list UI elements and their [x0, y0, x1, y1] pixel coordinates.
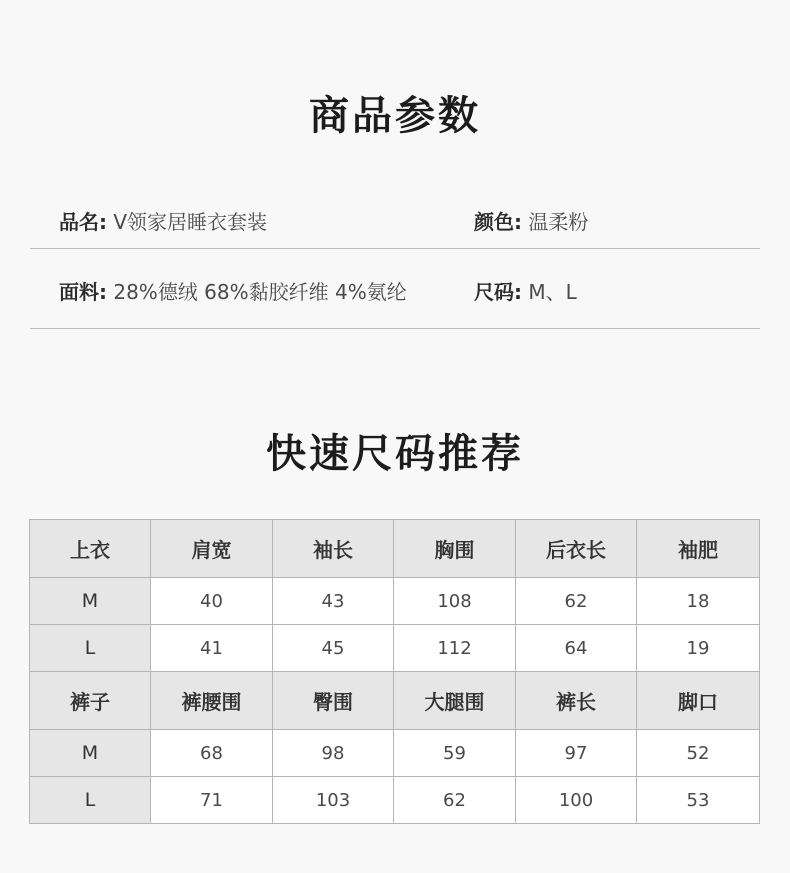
param-key: 尺码:	[474, 280, 522, 304]
header-cell: 袖长	[273, 520, 394, 578]
param-row	[30, 196, 760, 249]
param-row	[30, 266, 760, 329]
table-cell: 52	[637, 730, 760, 777]
table-cell: 41	[151, 625, 273, 672]
size-label-cell: M	[30, 730, 151, 777]
tops-header-row	[30, 520, 760, 578]
header-cell: 裤长	[516, 672, 637, 730]
param-product-name	[59, 206, 267, 235]
table-cell: 98	[273, 730, 394, 777]
table-cell: 62	[516, 578, 637, 625]
table-row	[30, 730, 760, 777]
table-cell: 53	[637, 777, 760, 824]
param-color	[474, 206, 588, 235]
table-row	[30, 578, 760, 625]
pants-header-row	[30, 672, 760, 730]
header-cell: 大腿围	[394, 672, 516, 730]
header-cell: 裤子	[30, 672, 151, 730]
param-key: 面料:	[59, 280, 107, 304]
header-cell: 肩宽	[151, 520, 273, 578]
param-value: M、L	[528, 280, 577, 304]
table-cell: 18	[637, 578, 760, 625]
table-cell: 103	[273, 777, 394, 824]
param-size	[474, 276, 577, 305]
table-cell: 43	[273, 578, 394, 625]
product-params-title: 商品参数	[309, 92, 481, 139]
table-cell: 68	[151, 730, 273, 777]
table-row	[30, 625, 760, 672]
table-cell: 62	[394, 777, 516, 824]
size-table	[29, 519, 760, 824]
table-cell: 40	[151, 578, 273, 625]
param-value: 温柔粉	[528, 210, 589, 234]
table-cell: 19	[637, 625, 760, 672]
table-cell: 45	[273, 625, 394, 672]
header-cell: 脚口	[637, 672, 760, 730]
table-cell: 97	[516, 730, 637, 777]
size-recommend-title: 快速尺码推荐	[266, 430, 524, 477]
table-cell: 59	[394, 730, 516, 777]
param-key: 品名:	[59, 210, 107, 234]
header-cell: 后衣长	[516, 520, 637, 578]
param-value: V领家居睡衣套装	[113, 210, 268, 234]
header-cell: 上衣	[30, 520, 151, 578]
table-cell: 108	[394, 578, 516, 625]
header-cell: 臀围	[273, 672, 394, 730]
table-cell: 64	[516, 625, 637, 672]
size-label-cell: M	[30, 578, 151, 625]
param-fabric	[59, 276, 407, 305]
size-label-cell: L	[30, 777, 151, 824]
header-cell: 裤腰围	[151, 672, 273, 730]
size-label-cell: L	[30, 625, 151, 672]
table-cell: 112	[394, 625, 516, 672]
table-cell: 100	[516, 777, 637, 824]
param-key: 颜色:	[474, 210, 522, 234]
header-cell: 袖肥	[637, 520, 760, 578]
header-cell: 胸围	[394, 520, 516, 578]
table-row	[30, 777, 760, 824]
table-cell: 71	[151, 777, 273, 824]
param-value: 28%德绒 68%黏胶纤维 4%氨纶	[113, 280, 407, 304]
